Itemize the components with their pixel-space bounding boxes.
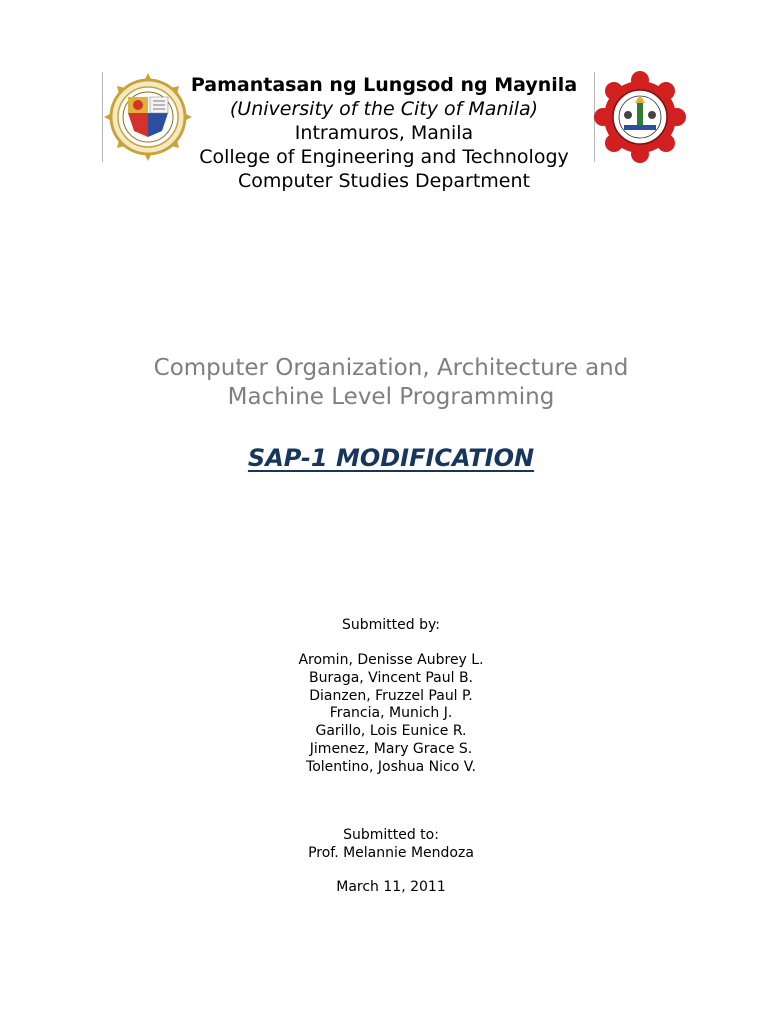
member-name: Aromin, Denisse Aubrey L. (298, 652, 484, 668)
submission-date-text: March 11, 2011 (336, 879, 446, 895)
submitted-by-label: Submitted by: (342, 617, 440, 633)
document-title (0, 444, 768, 472)
member-name: Garillo, Lois Eunice R. (315, 723, 467, 740)
university-name: Pamantasan ng Lungsod ng Maynila (190, 74, 578, 96)
submitted-to-label: Submitted to: (343, 827, 439, 843)
course-title (0, 354, 768, 412)
member-name: Dianzen, Fruzzel Paul P. (309, 687, 473, 704)
member-list (0, 652, 768, 777)
member-name: Francia, Munich J. (329, 705, 453, 722)
course-title-line-1: Computer Organization, Architecture and (153, 355, 629, 381)
document-title-text: SAP-1 MODIFICATION (247, 444, 535, 472)
department-name: Computer Studies Department (238, 170, 530, 192)
university-location: Intramuros, Manila (294, 122, 474, 144)
submitted-by-section (0, 617, 768, 635)
member-name: Tolentino, Joshua Nico V. (306, 758, 476, 775)
course-title-line-2: Machine Level Programming (227, 384, 555, 410)
submitted-to-section (0, 827, 768, 863)
college-name: College of Engineering and Technology (199, 146, 569, 168)
member-name: Jimenez, Mary Grace S. (309, 740, 473, 757)
university-english-name: (University of the City of Manila) (229, 98, 539, 120)
professor-name: Prof. Melannie Mendoza (308, 844, 474, 861)
document-header (0, 73, 768, 193)
member-name: Buraga, Vincent Paul B. (309, 669, 473, 686)
submission-date (0, 879, 768, 897)
